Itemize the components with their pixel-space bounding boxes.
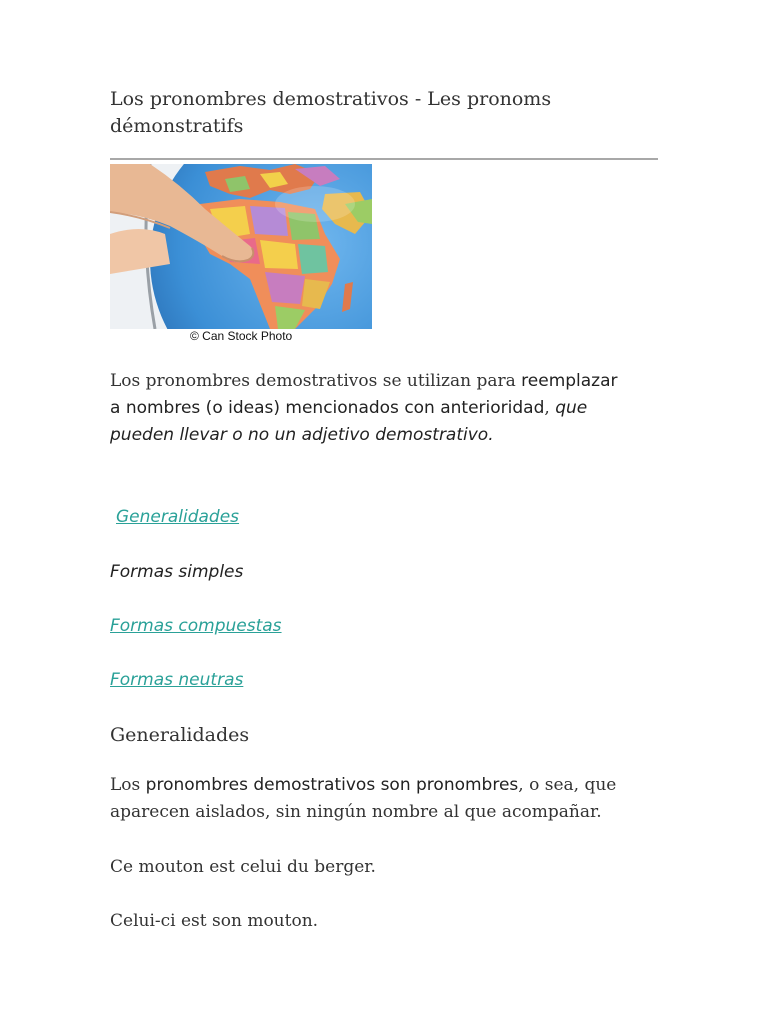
intro-bold-2: a nombres (o ideas) mencionados con anterioridad [110,398,545,418]
example-sentence-1: Ce mouton est celui du berger. [110,857,376,877]
generalidades-text-2: , o sea, que [518,775,617,795]
title-divider [110,158,658,160]
toc-link-generalidades[interactable]: Generalidades [116,507,240,527]
page-title-line2: démonstratifs [110,115,244,137]
generalidades-text-3: aparecen aislados, sin ningún nombre al que acompañar. [110,802,602,822]
intro-italic-1: que [555,398,588,418]
example-sentence-2: Celui-ci est son mouton. [110,911,319,931]
photo-caption: © Can Stock Photo [190,329,293,343]
toc-link-formas-neutras[interactable]: Formas neutras [110,670,244,690]
document-page [110,0,658,1024]
section-heading-generalidades: Generalidades [110,724,250,746]
intro-bold-1: reemplazar [521,371,618,391]
page-title [110,86,658,140]
globe-illustration [110,164,372,329]
generalidades-paragraph [110,772,658,826]
intro-text-1: Los pronombres demostrativos se utilizan para [110,371,522,391]
generalidades-text-1: Los [110,775,146,795]
intro-paragraph [110,368,658,449]
globe-photo [110,164,372,329]
toc-item-formas-simples: Formas simples [110,562,244,582]
globe-figure [110,164,372,344]
page-title-line1: Los pronombres demostrativos - Les pronoms [110,88,552,110]
generalidades-bold: pronombres demostrativos son pronombres [145,775,519,795]
intro-italic-2: pueden llevar o no un adjetivo demostrativo. [110,425,494,445]
intro-comma: , [544,398,556,418]
toc-link-formas-compuestas[interactable]: Formas compuestas [110,616,282,636]
